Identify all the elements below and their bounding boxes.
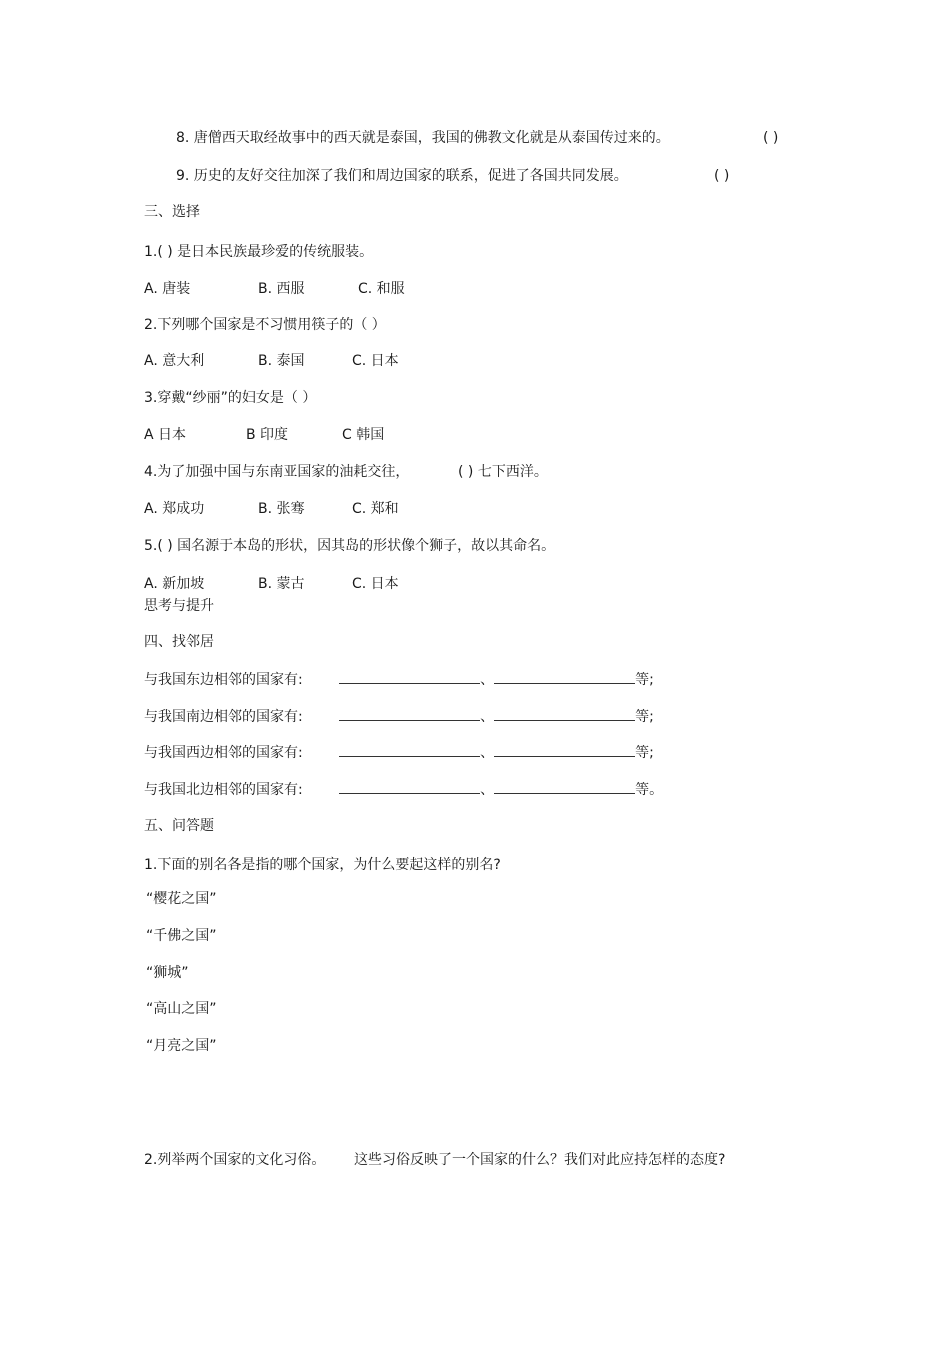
row-end: 等; — [635, 709, 654, 725]
neighbor-row-label: 与我国西边相邻的国家有: — [144, 745, 303, 761]
neighbor-row-east — [144, 670, 654, 689]
alias-item: “月亮之国” — [146, 1038, 217, 1054]
choice-q5: 5.( ) 国名源于本岛的形状，因其岛的形状像个狮子，故以其命名。 — [144, 538, 556, 554]
row-end: 等; — [635, 745, 654, 761]
answer-blank[interactable] — [339, 780, 480, 794]
judgement-q8: 8. 唐僧西天取经故事中的西天就是泰国，我国的佛教文化就是从泰国传过来的。 — [176, 130, 670, 146]
choice-q5-option-b: B. 蒙古 — [258, 576, 305, 592]
choice-q1-option-a: A. 唐装 — [144, 281, 191, 297]
choice-q2-option-c: C. 日本 — [352, 353, 399, 369]
separator: 、 — [480, 672, 495, 688]
separator: 、 — [480, 709, 495, 725]
choice-q1: 1.( ) 是日本民族最珍爱的传统服装。 — [144, 244, 374, 260]
answer-blank[interactable] — [339, 707, 480, 721]
answer-blank[interactable] — [494, 743, 635, 757]
neighbor-row-south — [144, 707, 654, 726]
choice-q1-option-c: C. 和服 — [358, 281, 405, 297]
alias-item: “樱花之国” — [146, 891, 217, 907]
neighbor-row-label: 与我国北边相邻的国家有: — [144, 782, 303, 798]
choice-q5-option-c: C. 日本 — [352, 576, 399, 592]
judgement-q8-answer-paren: ( ) — [763, 130, 779, 146]
qa-q2: 2.列举两个国家的文化习俗。 — [144, 1152, 326, 1168]
choice-q4-option-c: C. 郑和 — [352, 501, 399, 517]
row-end: 等; — [635, 672, 654, 688]
separator: 、 — [480, 782, 495, 798]
qa-q1: 1.下面的别名各是指的哪个国家，为什么要起这样的别名? — [144, 857, 501, 873]
choice-q4-option-a: A. 郑成功 — [144, 501, 205, 517]
answer-blank[interactable] — [494, 707, 635, 721]
row-end: 等。 — [635, 782, 664, 798]
alias-item: “高山之国” — [146, 1001, 217, 1017]
answer-blank[interactable] — [494, 670, 635, 684]
alias-item: “千佛之国” — [146, 928, 217, 944]
section4-heading: 四、找邻居 — [144, 634, 214, 650]
answer-blank[interactable] — [339, 670, 480, 684]
separator: 、 — [480, 745, 495, 761]
section3-heading: 三、选择 — [144, 204, 200, 220]
choice-q4-option-b: B. 张骞 — [258, 501, 305, 517]
choice-q4: 4.为了加强中国与东南亚国家的油耗交往， — [144, 464, 410, 480]
think-heading: 思考与提升 — [144, 598, 214, 614]
choice-q4-tail: ( ) 七下西洋。 — [458, 464, 548, 480]
judgement-q9: 9. 历史的友好交往加深了我们和周边国家的联系，促进了各国共同发展。 — [176, 168, 628, 184]
judgement-q9-answer-paren: ( ) — [714, 168, 730, 184]
qa-q2-tail: 这些习俗反映了一个国家的什么？我们对此应持怎样的态度? — [354, 1152, 726, 1168]
choice-q5-option-a: A. 新加坡 — [144, 576, 205, 592]
answer-blank[interactable] — [494, 780, 635, 794]
choice-q3-option-b: B 印度 — [246, 427, 289, 443]
choice-q3-option-c: C 韩国 — [342, 427, 385, 443]
choice-q3: 3.穿戴“纱丽”的妇女是（ ） — [144, 390, 317, 406]
answer-blank[interactable] — [339, 743, 480, 757]
alias-item: “狮城” — [146, 965, 189, 981]
section5-heading: 五、问答题 — [144, 818, 214, 834]
choice-q1-option-b: B. 西服 — [258, 281, 305, 297]
neighbor-row-west — [144, 743, 654, 762]
choice-q2-option-a: A. 意大利 — [144, 353, 205, 369]
choice-q3-option-a: A 日本 — [144, 427, 187, 443]
choice-q2-option-b: B. 泰国 — [258, 353, 305, 369]
neighbor-row-label: 与我国南边相邻的国家有: — [144, 709, 303, 725]
choice-q2: 2.下列哪个国家是不习惯用筷子的（ ） — [144, 317, 386, 333]
neighbor-row-north — [144, 780, 663, 799]
neighbor-row-label: 与我国东边相邻的国家有: — [144, 672, 303, 688]
